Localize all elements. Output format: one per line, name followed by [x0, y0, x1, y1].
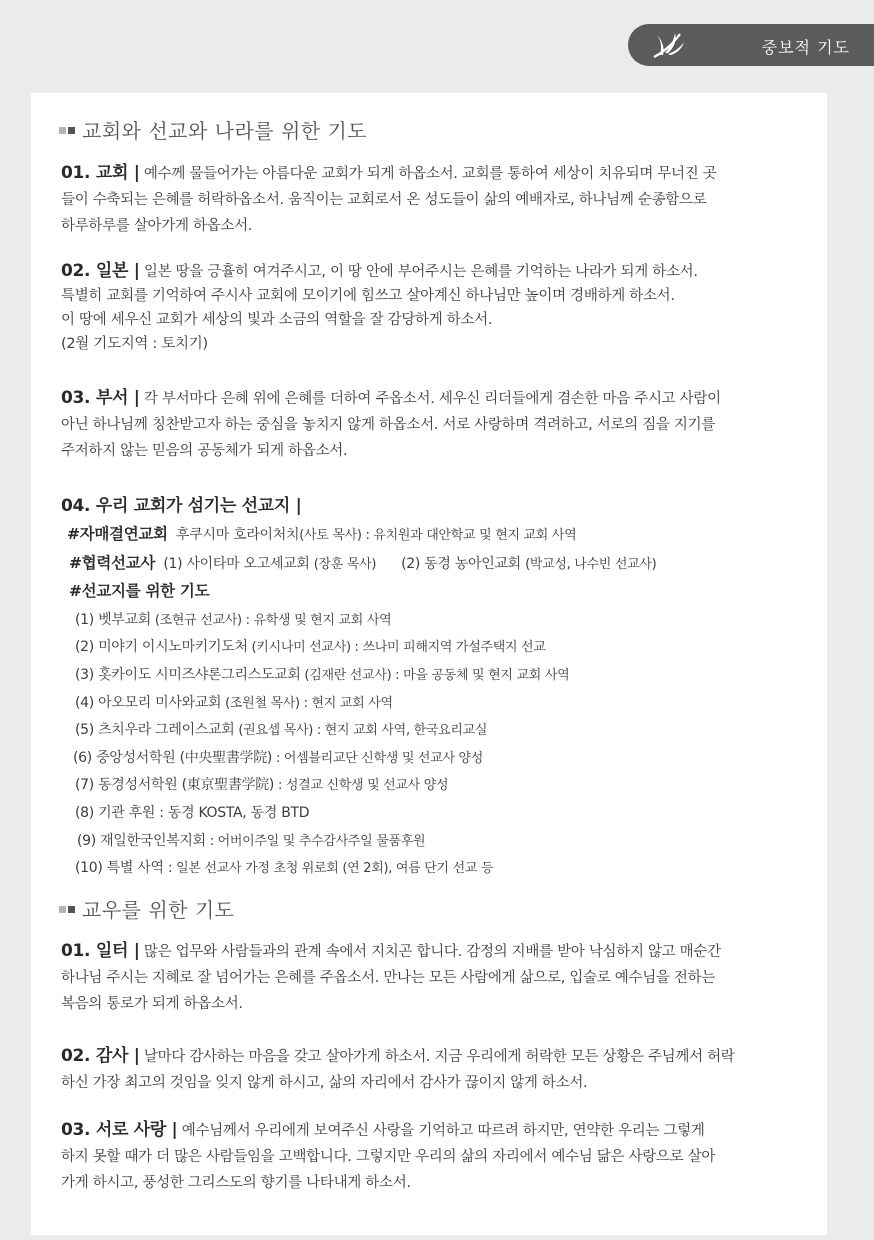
prayer-text: 들이 수축되는 은혜를 허락하옵소서. 움직이는 교회로서 온 성도들이 삶의 예배자로, 하나님께 순종함으로: [61, 192, 707, 208]
prayer-item-missions: [61, 493, 815, 520]
list-item: (8) 기관 후원 : 동경 KOSTA, 동경 BTD: [75, 804, 310, 821]
section-title-members: [59, 894, 234, 923]
prayer-text: 복음의 통로가 되게 하옵소서.: [61, 996, 243, 1012]
prayer-item-japan: [61, 259, 815, 356]
prayer-label: 02. 감사 |: [61, 1046, 140, 1066]
mission-list: [67, 521, 817, 883]
list-item: (2) 미야기 이시노마키기도처 (키시나미 선교사) : 쓰나미 피해지역 가설주택지 선교: [75, 639, 546, 656]
prayer-text: 예수께 물들어가는 아름다운 교회가 되게 하옵소서. 교회를 통하여 세상이 치유되며 무너진 곳: [139, 166, 717, 182]
prayer-text: 많은 업무와 사람들과의 관계 속에서 지치곤 합니다. 감정의 지배를 받아 낙심하지 않고 매순간: [139, 944, 721, 960]
list-item: (9) 재일한국인복지회 : 어버이주일 및 추수감사주일 물품후원: [77, 832, 426, 849]
prayer-text: 이 땅에 세우신 교회가 세상의 빛과 소금의 역할을 잘 감당하게 하소서.: [61, 312, 493, 328]
list-item: (10) 특별 사역 : 일본 선교사 가정 초청 위로회 (연 2회), 여름 단기 선교 등: [75, 860, 494, 877]
bullet-square-icon: [68, 127, 75, 134]
prayer-item-department: [61, 385, 815, 464]
prayer-label: 02. 일본 |: [61, 261, 140, 281]
list-item: (4) 아오모리 미사와교회 (조원철 목사) : 현지 교회 사역: [75, 694, 393, 711]
mission-prayer-tag: #선교지를 위한 기도: [69, 582, 210, 601]
prayer-item-thanks: [61, 1043, 815, 1096]
prayer-item-church: [61, 160, 815, 239]
prayer-text: 하루하루를 살아가게 하옵소서.: [61, 218, 253, 234]
prayer-text: (2월 기도지역 : 토치기): [61, 336, 208, 352]
sister-church-name: 후쿠시마 호라이처치: [176, 527, 300, 543]
bullet-square-icon: [59, 906, 66, 913]
prayer-text: 아닌 하나님께 칭찬받고자 하는 중심을 놓치지 않게 하옵소서. 서로 사랑하며 격려하고, 서로의 짐을 지기를: [61, 417, 716, 433]
section-title-text: 교우를 위한 기도: [82, 898, 235, 922]
prayer-text: 날마다 감사하는 마음을 갖고 살아가게 하소서. 지금 우리에게 허락한 모든 상황은 주님께서 허락: [139, 1049, 735, 1065]
prayer-text: 가게 하시고, 풍성한 그리스도의 향기를 나타내게 하소서.: [61, 1175, 411, 1191]
list-item: (7) 동경성서학원 (東京聖書学院) : 성결교 신학생 및 선교사 양성: [75, 777, 449, 794]
prayer-label: 04. 우리 교회가 섬기는 선교지 |: [61, 496, 302, 516]
prayer-text: 일본 땅을 긍휼히 여겨주시고, 이 땅 안에 부어주시는 은혜를 기억하는 나라가 되게 하소서.: [139, 264, 698, 280]
cooperating-missionary-1-detail: (장훈 목사): [313, 556, 377, 572]
header-title: 중보적 기도: [761, 38, 850, 57]
cooperating-missionary-1: (1) 사이타마 오고세교회: [163, 555, 310, 572]
prayer-text: 각 부서마다 은혜 위에 은혜를 더하여 주옵소서. 세우신 리더들에게 겸손한 마음 주시고 사람이: [139, 391, 721, 407]
prayer-page: [31, 93, 827, 1235]
prayer-text: 하나님 주시는 지혜로 잘 넘어가는 은혜를 주옵소서. 만나는 모든 사람에게 삶으로, 입술로 예수님을 전하는: [61, 970, 716, 986]
prayer-text: 예수님께서 우리에게 보여주신 사랑을 기억하고 따르려 하지만, 연약한 우리는 그렇게: [177, 1123, 705, 1139]
prayer-text: 하지 못할 때가 더 많은 사람들임을 고백합니다. 그렇지만 우리의 삶의 자리에서 예수님 닮은 사랑으로 살아: [61, 1149, 716, 1165]
section-title-text: 교회와 선교와 나라를 위한 기도: [82, 119, 368, 143]
list-item: (1) 벳부교회 (조현규 선교사) : 유학생 및 현지 교회 사역: [75, 611, 392, 628]
prayer-label: 01. 일터 |: [61, 941, 140, 961]
cooperating-missionary-2-detail: (박교성, 나수빈 선교사): [525, 556, 657, 572]
list-item: (5) 츠치우라 그레이스교회 (권요셉 목사) : 현지 교회 사역, 한국요리교실: [75, 722, 488, 739]
list-item: (6) 중앙성서학원 (中央聖書学院) : 어셈블리교단 신학생 및 선교사 양성: [73, 749, 484, 766]
prayer-text: 하신 가장 최고의 것임을 잊지 않게 하시고, 삶의 자리에서 감사가 끊이지 않게 하소서.: [61, 1075, 588, 1091]
section-title-church-mission: [59, 115, 367, 144]
leaf-logo-icon: [650, 31, 686, 59]
prayer-label: 03. 부서 |: [61, 388, 140, 408]
prayer-label: 03. 서로 사랑 |: [61, 1120, 178, 1140]
prayer-text: 주저하지 않는 믿음의 공동체가 되게 하옵소서.: [61, 443, 348, 459]
bullet-square-icon: [59, 127, 66, 134]
bullet-square-icon: [68, 906, 75, 913]
header-tab: [628, 24, 874, 66]
prayer-label: 01. 교회 |: [61, 163, 140, 183]
sister-church-tag: #자매결연교회: [67, 525, 168, 543]
prayer-text: 특별히 교회를 기억하여 주시사 교회에 모이기에 힘쓰고 살아계신 하나님만 높이며 경배하게 하소서.: [61, 288, 675, 304]
list-item: (3) 홋카이도 시미즈샤론그리스도교회 (김재란 선교사) : 마을 공동체 및 현지 교회 사역: [75, 666, 570, 683]
prayer-item-love: [61, 1117, 815, 1196]
prayer-item-work: [61, 938, 815, 1017]
cooperating-missionary-tag: #협력선교사: [69, 553, 156, 572]
sister-church-detail: (사토 목사) : 유치원과 대안학교 및 현지 교회 사역: [299, 528, 577, 543]
cooperating-missionary-2: (2) 동경 농아인교회: [401, 555, 521, 572]
